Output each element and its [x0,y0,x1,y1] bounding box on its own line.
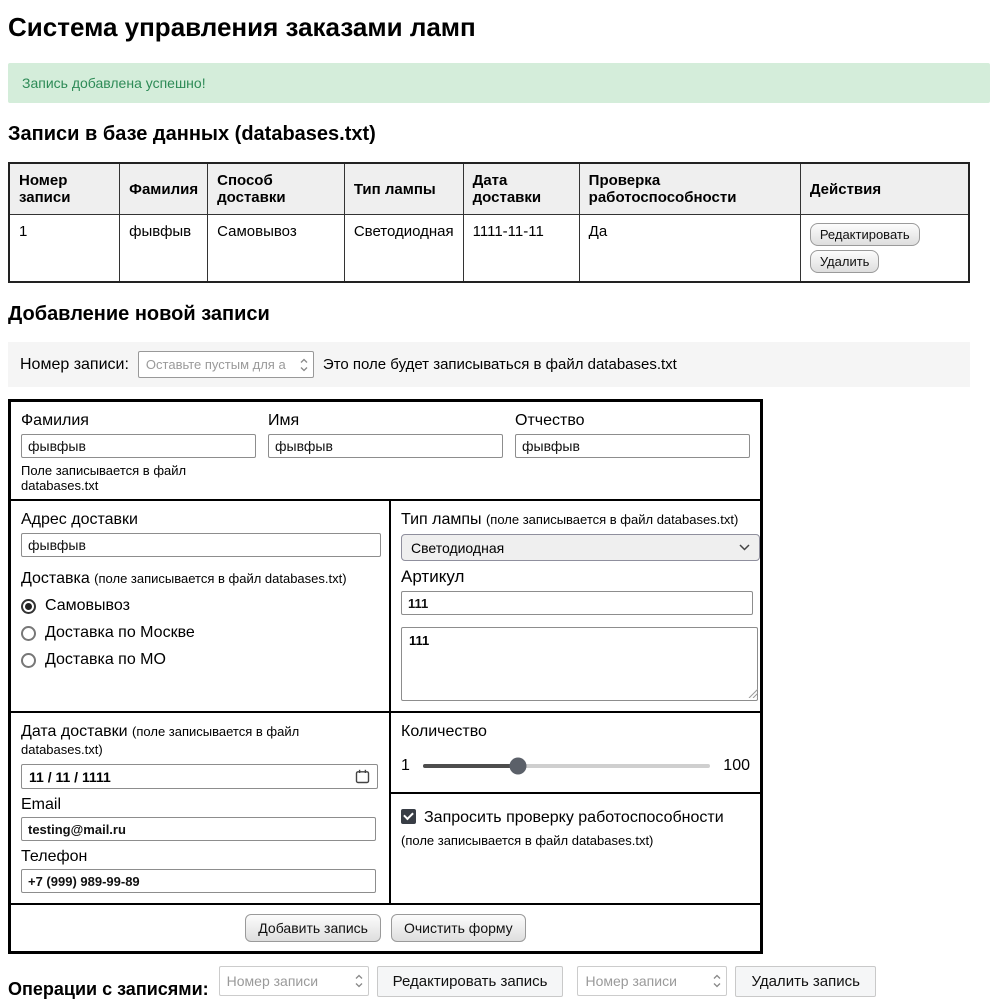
spinner-icon[interactable] [712,973,722,989]
form-buttons-row [11,903,760,951]
add-section-heading: Добавление новой записи [8,303,270,325]
quantity-slider-thumb[interactable] [509,758,526,775]
delivery-date-input[interactable] [21,764,378,789]
work-check-checkbox[interactable] [401,809,416,824]
delete-record-button[interactable]: Удалить [810,250,880,273]
delivery-option[interactable] [21,624,379,642]
delete-record-action-button[interactable]: Удалить запись [735,966,875,997]
work-check-cell [391,794,760,864]
article-input[interactable] [401,591,753,615]
address-label: Адрес доставки [21,511,138,528]
cell-actions [800,215,969,283]
success-alert-text: Запись добавлена успешно! [22,75,206,91]
phone-input[interactable] [21,869,376,893]
lamp-type-selected-value: Светодиодная [411,539,505,556]
record-number-hint: Это поле будет записываться в файл databases.txt [322,356,677,373]
address-delivery-cell [11,501,391,711]
lamp-type-cell [391,501,770,711]
record-number-label: Номер записи: [20,355,129,373]
quantity-check-column [391,713,760,903]
delete-number-input[interactable] [585,973,708,989]
lamp-type-label: Тип лампы [401,511,482,528]
middle-row [11,499,760,711]
delete-number-input-wrap[interactable] [577,966,727,996]
cell-lamp-type: Светодиодная [344,215,463,283]
add-record-button[interactable]: Добавить запись [245,914,381,942]
cell-surname: фывфыв [120,215,208,283]
comment-textarea[interactable] [401,627,758,701]
header-delivery: Способ доставки [208,163,345,215]
spinner-icon[interactable] [354,973,364,989]
quantity-slider-row [401,757,750,775]
surname-input[interactable] [21,434,256,458]
quantity-label: Количество [401,723,487,740]
patronymic-field-group [515,412,750,493]
edit-record-action-button[interactable]: Редактировать запись [377,966,564,997]
operations-label: Операции с записями: [8,979,209,999]
surname-hint: Поле записывается в файл databases.txt [21,463,187,493]
table-row [9,215,969,283]
delivery-note: (поле записывается в файл databases.txt) [94,571,347,586]
cell-record-number: 1 [9,215,120,283]
firstname-field-group [268,412,503,493]
delivery-option[interactable] [21,651,379,669]
header-record-number: Номер записи [9,163,120,215]
patronymic-input[interactable] [515,434,750,458]
header-work-check: Проверка работоспособности [579,163,800,215]
quantity-cell [391,713,760,794]
patronymic-label: Отчество [515,412,585,429]
page-title: Система управления заказами ламп [8,12,476,42]
email-input[interactable] [21,817,376,841]
phone-label: Телефон [21,848,88,865]
chevron-down-icon [739,544,750,551]
quantity-slider-fill [423,764,518,768]
lamp-type-note: (поле записывается в файл databases.txt) [485,512,739,527]
contacts-cell [11,713,391,903]
delivery-date-note: (поле записывается в файл databases.txt) [21,724,300,757]
radio-icon[interactable] [21,599,36,614]
work-check-note: (поле записывается в файл databases.txt) [401,833,654,849]
records-table-header-row [9,163,969,215]
surname-label: Фамилия [21,412,89,429]
delivery-option-label: Доставка по Москве [45,624,195,641]
firstname-label: Имя [268,412,300,429]
delivery-option-label: Доставка по МО [45,651,166,668]
edit-number-input-wrap[interactable] [219,966,369,996]
delivery-label: Доставка [21,570,90,587]
radio-icon[interactable] [21,626,36,641]
address-input[interactable] [21,533,381,557]
delivery-radio-group [21,597,379,669]
spinner-icon[interactable] [299,357,309,373]
delivery-option-label: Самовывоз [45,597,130,614]
header-surname: Фамилия [120,163,208,215]
quantity-max-label: 100 [723,757,750,774]
calendar-icon[interactable] [355,769,370,784]
surname-field-group [21,412,256,493]
resize-handle-icon[interactable] [748,688,758,698]
firstname-input[interactable] [268,434,503,458]
delivery-option[interactable] [21,597,379,615]
header-actions: Действия [800,163,969,215]
comment-field-wrap [401,627,760,701]
edit-record-button[interactable]: Редактировать [810,223,920,246]
header-lamp-type: Тип лампы [344,163,463,215]
work-check-label: Запросить проверку работоспособности [424,809,724,826]
article-label: Артикул [401,567,465,586]
bottom-row [11,711,760,903]
success-alert [8,63,990,103]
lamp-type-select[interactable] [401,534,760,561]
delivery-date-value: 11 / 11 / 1111 [29,768,111,785]
cell-delivery: Самовывоз [208,215,345,283]
cell-delivery-date: 1111-11-11 [463,215,579,283]
fio-row [11,402,760,499]
records-section-heading: Записи в базе данных (databases.txt) [8,123,376,145]
add-record-form [8,399,763,954]
record-number-bar [8,342,970,387]
header-delivery-date: Дата доставки [463,163,579,215]
record-number-input-wrap[interactable] [138,351,314,378]
radio-icon[interactable] [21,653,36,668]
quantity-slider[interactable] [423,764,710,768]
records-table [8,162,970,283]
quantity-min-label: 1 [401,757,410,774]
edit-number-input[interactable] [227,973,350,989]
clear-form-button[interactable]: Очистить форму [391,914,526,942]
email-label: Email [21,796,62,813]
cell-work-check: Да [579,215,800,283]
record-number-input[interactable] [146,357,295,372]
operations-row [8,966,992,1000]
delivery-date-label: Дата доставки [21,723,128,740]
